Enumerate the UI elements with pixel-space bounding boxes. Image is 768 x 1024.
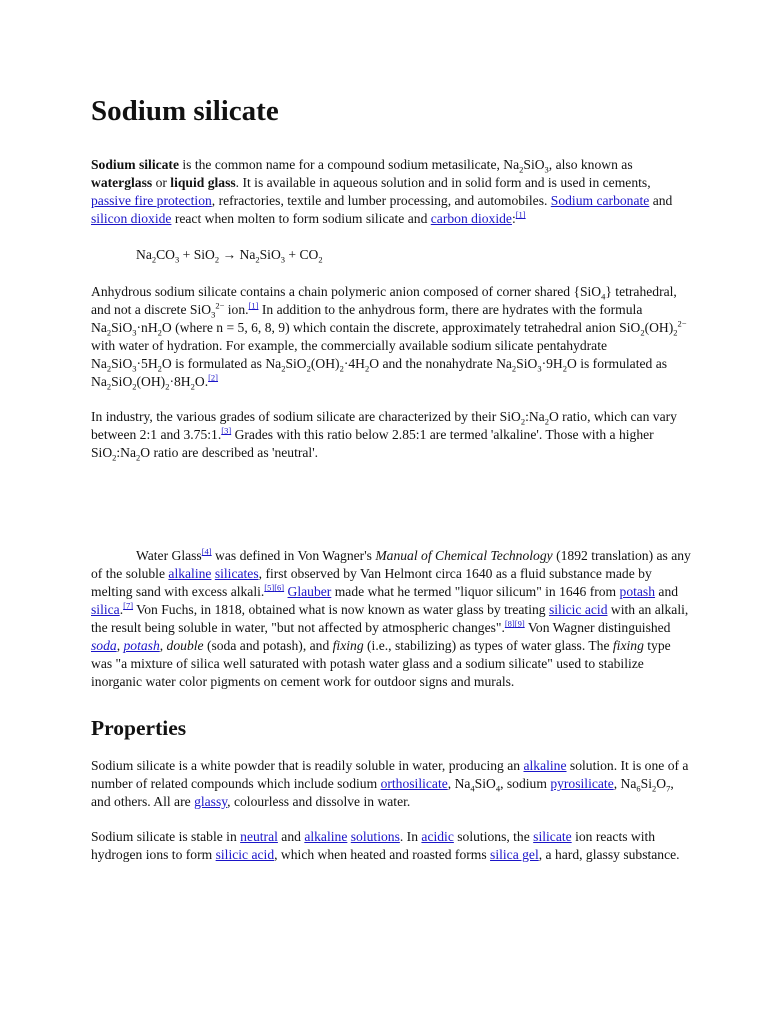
reference-link[interactable]: [1] [515,209,526,220]
chemical-equation: $Na_2CO_3 + SiO_2 \to Na_2SiO_3 + CO_2$ [136,247,323,265]
link-carbon-dioxide[interactable]: carbon dioxide [430,211,512,226]
page-title: Sodium silicate [91,95,279,127]
bold-term: liquid glass [170,175,236,190]
reference-link[interactable]: [8] [504,618,515,629]
reference-link[interactable]: [9] [514,618,525,629]
reference-link[interactable]: [4] [201,546,212,557]
link-silica[interactable]: silica [91,602,120,617]
link-passive-fire-protection[interactable]: passive fire protection [91,193,212,208]
bold-term: Sodium silicate [91,157,179,172]
reference-link[interactable]: [7] [123,600,134,611]
blank-space [91,479,691,547]
link-soda[interactable]: soda [91,638,117,653]
link-pyrosilicate[interactable]: pyrosilicate [550,776,614,791]
article-body [91,86,691,881]
link-silicate[interactable]: silicate [533,829,572,844]
reference-link[interactable]: [3] [221,425,232,436]
properties-paragraph: Sodium silicate is a white powder that is readily soluble in water, producing an alkaline solution. It is one of a number of related compounds which include sodium orthosilicate, $Na_4SiO_4$, sodium pyrosilicate, $Na_6Si_2O_7$, and others. All are glassy, colourless and dissolve in water. [91,758,689,809]
link-acidic[interactable]: acidic [421,829,454,844]
link-silicic-acid[interactable]: silicic acid [548,602,608,617]
link-orthosilicate[interactable]: orthosilicate [380,776,448,791]
link-solutions[interactable]: solutions [350,829,400,844]
intro-paragraph: Sodium silicate is the common name for a compound sodium metasilicate, $Na_2SiO_3$, also known as waterglass or liquid glass. It is available in aqueous solution and in solid form and is used in cements, passive fire protection, refractories, textile and lumber processing, and automobiles. Sodium carbonate and silicon dioxide react when molten to form sodium silicate and carbon dioxide:[1] [91,157,673,226]
link-alkaline[interactable]: alkaline [304,829,348,844]
link-silicates[interactable]: silicates [214,566,259,581]
reference-link[interactable]: [1] [248,300,259,311]
link-silicic-acid[interactable]: silicic acid [215,847,275,862]
link-silica-gel[interactable]: silica gel [490,847,539,862]
link-glassy[interactable]: glassy [194,794,228,809]
reference-link[interactable]: [5] [264,582,275,593]
reference-link[interactable]: [2] [208,372,219,383]
history-paragraph: Water Glass[4] was defined in Von Wagner's Manual of Chemical Technology (1892 translation) as any of the soluble alkaline silicates, first observed by Van Helmont circa 1640 as a fluid substance made by melting sand with excess alkali.[5][6] Glauber made what he termed "liquor silicum" in 1646 from potash and silica.[7] Von Fuchs, in 1818, obtained what is now known as water glass by treating silicic acid with an alkali, the result being soluble in water, "but not affected by atmospheric changes".[8][9] Von Wagner distinguished soda, potash, double (soda and potash), and fixing (i.e., stabilizing) as types of water glass. The fixing type was "a mixture of silica well saturated with potash water glass and a sodium silicate" used to stabilize inorganic water color pigments on cement work for outdoor signs and murals. [91,546,691,689]
reference-link[interactable]: [6] [274,582,285,593]
link-alkaline[interactable]: alkaline [168,566,212,581]
grades-paragraph: In industry, the various grades of sodium silicate are characterized by their $SiO_2:Na_2O$ ratio, which can vary between 2:1 and 3.75:1.[3] Grades with this ratio below 2.85:1 are termed 'alkaline'. Those with a higher $SiO_2:Na_2O$ ratio are described as 'neutral'. [91,409,677,463]
link-sodium-carbonate[interactable]: Sodium carbonate [550,193,650,208]
link-alkaline[interactable]: alkaline [523,758,567,773]
structure-paragraph: Anhydrous sodium silicate contains a chain polymeric anion composed of corner shared {SiO$_4$} tetrahedral, and not a discrete SiO$_3^{2-}$ ion.[1] In addition to the anhydrous form, there are hydrates with the formula $Na_2SiO_3\cdot nH_2O$ (where n = 5, 6, 8, 9) which contain the discrete, approximately tetrahedral anion $SiO_2(OH)_2^{2-}$ with water of hydration. For example, the commercially available sodium silicate pentahydrate $Na_2SiO_3\cdot 5H_2O$ is formulated as $Na_2SiO_2(OH)_2\cdot 4H_2O$ and the nonahydrate $Na_2SiO_3\cdot 9H_2O$ is formulated as $Na_2SiO_2(OH)_2\cdot 8H_2O.[2]$ [91,284,687,392]
section-heading-properties: Properties [91,716,187,740]
link-glauber[interactable]: Glauber [287,584,332,599]
link-neutral[interactable]: neutral [240,829,278,844]
stability-paragraph: Sodium silicate is stable in neutral and alkaline solutions. In acidic solutions, the silicate ion reacts with hydrogen ions to form silicic acid, which when heated and roasted forms silica gel, a hard, glassy substance. [91,829,680,862]
link-potash[interactable]: potash [619,584,656,599]
bold-term: waterglass [91,175,153,190]
link-potash-italic[interactable]: potash [123,638,160,653]
link-silicon-dioxide[interactable]: silicon dioxide [91,211,172,226]
